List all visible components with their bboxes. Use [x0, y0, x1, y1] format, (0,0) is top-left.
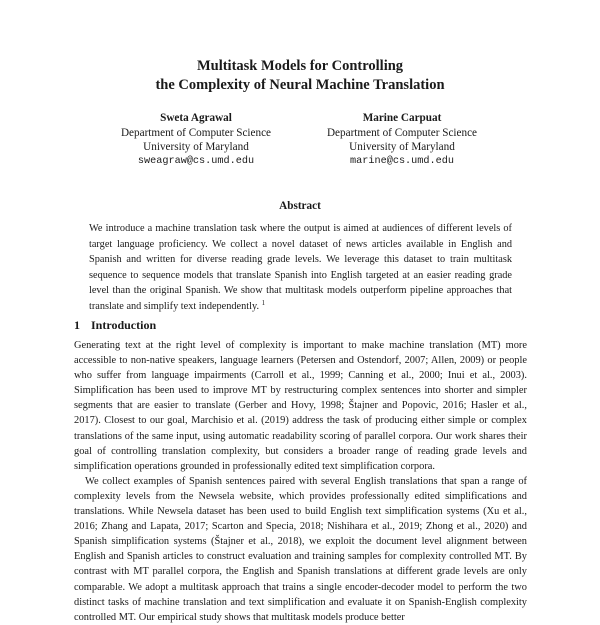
section-body [74, 338, 527, 625]
author-block-2 [287, 111, 517, 169]
section-number: 1 [74, 318, 80, 332]
author-university: University of Maryland [143, 141, 249, 154]
author-department: Department of Computer Science [120, 126, 272, 139]
paragraph: We collect examples of Spanish sentences paired with several English translations that span a range of complexity levels from the Newsela website, which provides professionally edited simplifications and translations. While Newsela dataset has been used to build English text simplification systems (Xu et al., 2016; Zhang and Lapata, 2017; Scarton and Specia, 2018; Nishihara et al., 2019; Zhong et al., 2020) and Spanish simplification systems (Štajner et al., 2018), we exploit the document level alignment between English and Spanish articles to construct evaluation and training samples for complexity controlled MT. By contrast with MT parallel corpora, the English and Spanish translations at different grade levels are only comparable. We adopt a multitask approach that trains a single encoder-decoder model to perform the two distinct tasks of machine translation and text simplification and evaluate it on Spanish-English complexity controlled MT. Our empirical study shows that multitask models produce better [74, 475, 527, 623]
abstract-text [89, 221, 512, 314]
section-heading [74, 318, 156, 333]
author-name: Marine Carpuat [362, 112, 442, 124]
paragraph: Generating text at the right level of complexity is important to make machine translation (MT) more accessible to non-native speakers, language learners (Petersen and Ostendorf, 2007; Allen, 2009) or people who suffer from language impairments (Carroll et al., 1999; Canning et al., 2000; Inui et al., 2003). Simplification has been used to improve MT by restructuring complex sentences into shorter and simpler segments that are easier to translate (Gerber and Hovy, 1998; Štajner and Popovic, 2016; Hasler et al., 2017). Closest to our goal, Marchisio et al. (2019) address the task of producing either simple or complex translations of the same input, using automatic readability scoring of parallel corpora. Our work shares their goal of controlling translation complexity, but considers a broader range of reading grade levels and simplification operations grounded in professionally edited text simplification corpora. [74, 340, 527, 472]
abstract-body: We introduce a machine translation task where the output is aimed at audiences of different levels of target language proficiency. We collect a novel dataset of news articles available in English and Spanish and written for diverse reading grade levels. We leverage this dataset to train multitask sequence to sequence models that translate Spanish into English targeted at an easier reading grade level than the original Spanish. We show that multitask models outperform pipeline approaches that translate and simplify text independently. [89, 223, 512, 312]
author-email: marine@cs.umd.edu [350, 155, 454, 167]
author-university: University of Maryland [349, 141, 455, 154]
section-title: Introduction [91, 318, 157, 332]
paper-title-line-1: Multitask Models for Controlling [196, 58, 404, 74]
abstract-heading: Abstract [279, 200, 321, 212]
author-block-1 [81, 111, 311, 169]
author-email: sweagraw@cs.umd.edu [137, 155, 255, 167]
author-department: Department of Computer Science [326, 126, 478, 139]
footnote-marker: 1 [261, 298, 266, 307]
author-name: Sweta Agrawal [160, 112, 232, 124]
paper-title-line-2: the Complexity of Neural Machine Translation [155, 77, 445, 93]
